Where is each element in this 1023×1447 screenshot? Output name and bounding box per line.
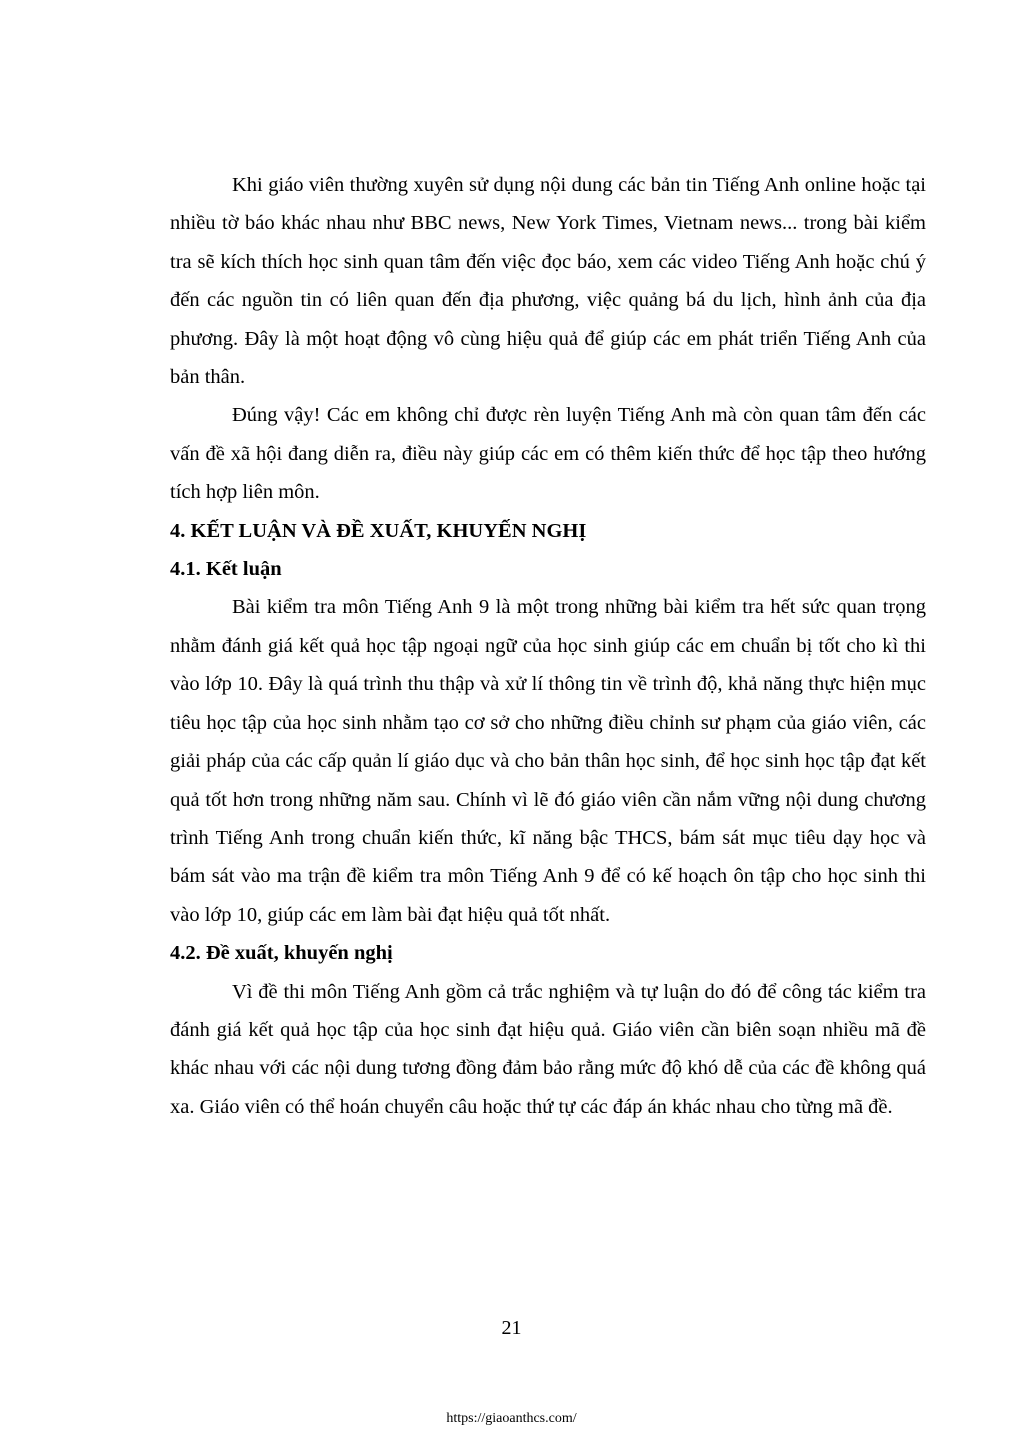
body-paragraph: Vì đề thi môn Tiếng Anh gồm cả trắc nghiệm và tự luận do đó để công tác kiểm tra đánh giá kết quả học tập của học sinh đạt hiệu quả. Giáo viên cần biên soạn nhiều mã đề khác nhau với các nội dung tương đồng đảm bảo rằng mức độ khó dễ của các đề không quá xa. Giáo viên có thể hoán chuyển câu hoặc thứ tự các đáp án khác nhau cho từng mã đề. bbox=[170, 980, 926, 1118]
body-paragraph: Bài kiểm tra môn Tiếng Anh 9 là một trong những bài kiểm tra hết sức quan trọng nhằm đánh giá kết quả học tập ngoại ngữ của học sinh giúp các em chuẩn bị tốt cho kì thi vào lớp 10. Đây là quá trình thu thập và xử lí thông tin về trình độ, khả năng thực hiện mục tiêu học tập của học sinh nhằm tạo cơ sở cho những điều chỉnh sư phạm của giáo viên, các giải pháp của các cấp quản lí giáo dục và cho bản thân học sinh, để học sinh học tập đạt kết quả tốt hơn trong những năm sau. Chính vì lẽ đó giáo viên cần nắm vững nội dung chương trình Tiếng Anh trong chuẩn kiến thức, kĩ năng bậc THCS, bám sát mục tiêu dạy học và bám sát vào ma trận đề kiểm tra môn Tiếng Anh 9 để có kế hoạch ôn tập cho học sinh thi vào lớp 10, giúp các em làm bài đạt hiệu quả tốt nhất. bbox=[170, 596, 926, 926]
body-paragraph: Khi giáo viên thường xuyên sử dụng nội dung các bản tin Tiếng Anh online hoặc tại nhiều tờ báo khác nhau như BBC news, New York Times, Vietnam news... trong bài kiểm tra sẽ kích thích học sinh quan tâm đến việc đọc báo, xem các video Tiếng Anh hoặc chú ý đến các nguồn tin có liên quan đến địa phương, việc quảng bá du lịch, hình ảnh của địa phương. Đây là một hoạt động vô cùng hiệu quả để giúp các em phát triển Tiếng Anh của bản thân. bbox=[170, 174, 926, 389]
document-body bbox=[170, 166, 926, 1126]
page-number: 21 bbox=[501, 1317, 522, 1339]
subsection-heading: 4.2. Đề xuất, khuyến nghị bbox=[170, 942, 393, 965]
subsection-heading: 4.1. Kết luận bbox=[170, 558, 282, 581]
footer-url: https://giaoanthcs.com/ bbox=[446, 1411, 577, 1426]
section-heading: 4. KẾT LUẬN VÀ ĐỀ XUẤT, KHUYẾN NGHỊ bbox=[170, 519, 587, 542]
body-paragraph: Đúng vậy! Các em không chỉ được rèn luyện Tiếng Anh mà còn quan tâm đến các vấn đề xã hội đang diễn ra, điều này giúp các em có thêm kiến thức để học tập theo hướng tích hợp liên môn. bbox=[170, 404, 926, 504]
